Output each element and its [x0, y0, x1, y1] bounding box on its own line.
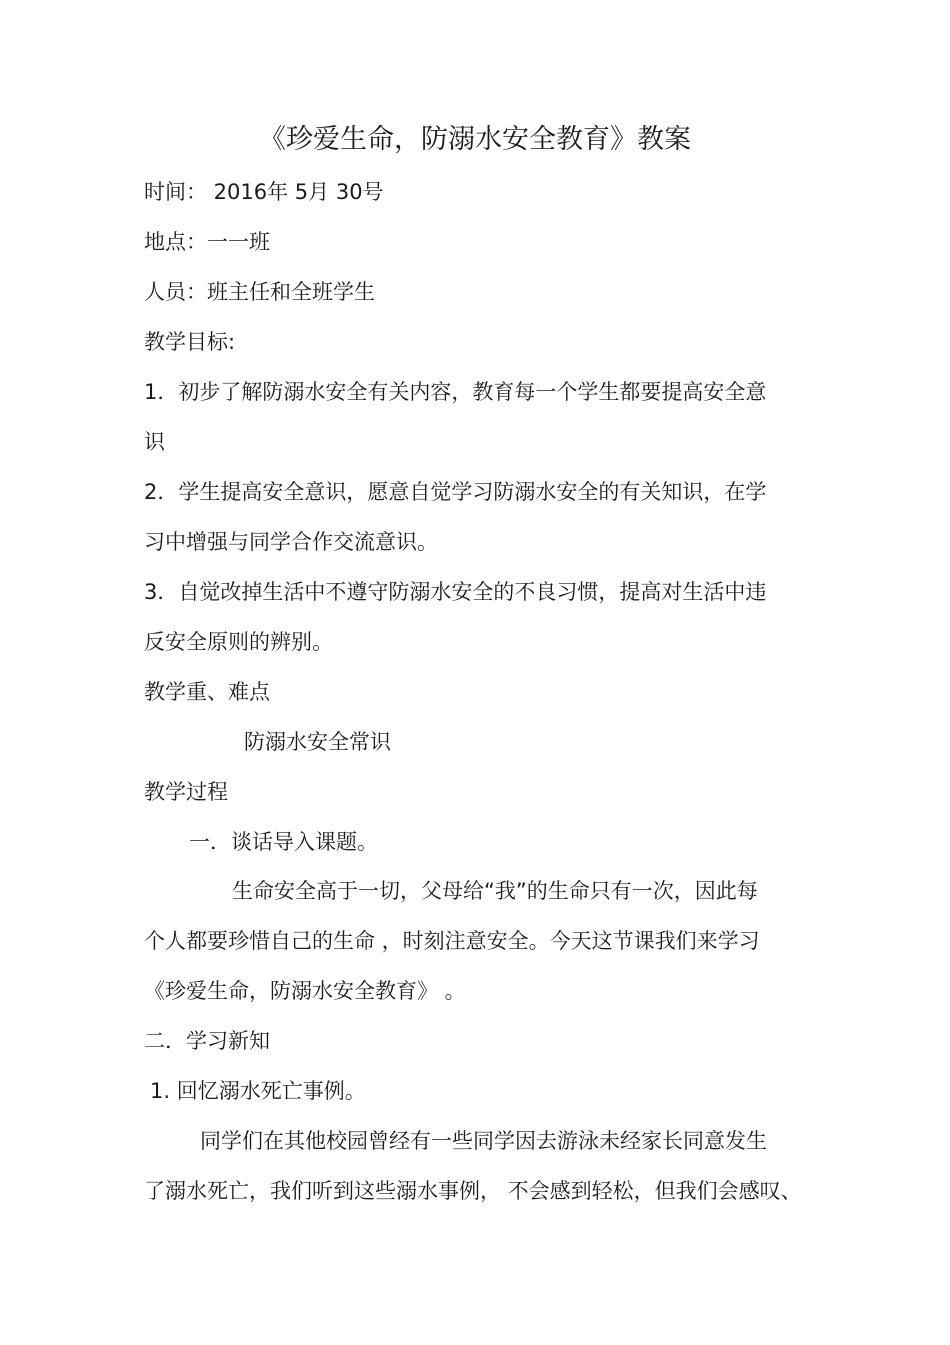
paragraph-1-line-b: 个人都要珍惜自己的生命 ，时刻注意安全。今天这节课我们来学习 — [144, 929, 760, 953]
section-1-heading: 一．谈话导入课题。 — [189, 830, 378, 854]
section-2-item-1: 1. 回忆溺水死亡事例。 — [150, 1079, 366, 1103]
place-line: 地点：一一班 — [144, 230, 270, 254]
section-2-heading: 二．学习新知 — [144, 1029, 270, 1053]
goal-1-line-a: 1．初步了解防溺水安全有关内容，教育每一个学生都要提高安全意 — [144, 380, 767, 404]
people-line: 人员：班主任和全班学生 — [144, 280, 375, 304]
paragraph-2-line-a: 同学们在其他校园曾经有一些同学因去游泳未经家长同意发生 — [200, 1129, 767, 1153]
time-line: 时间： 2016年 5月 30号 — [144, 180, 384, 204]
goal-3-line-b: 反安全原则的辨别。 — [144, 630, 333, 654]
process-heading: 教学过程 — [144, 780, 228, 804]
goals-heading: 教学目标: — [144, 330, 236, 354]
goal-3-line-a: 3．自觉改掉生活中不遵守防溺水安全的不良习惯，提高对生活中违 — [144, 580, 767, 604]
paragraph-1-line-c: 《珍爱生命，防溺水安全教育》 。 — [144, 979, 466, 1003]
key-points-heading: 教学重、难点 — [144, 680, 270, 704]
paragraph-1-line-a: 生命安全高于一切，父母给“我”的生命只有一次，因此每 — [232, 879, 758, 903]
paragraph-2-line-b: 了溺水死亡，我们听到这些溺水事例， 不会感到轻松，但我们会感叹、 — [144, 1179, 802, 1203]
goal-2-line-a: 2．学生提高安全意识，愿意自觉学习防溺水安全的有关知识，在学 — [144, 480, 767, 504]
key-points-content: 防溺水安全常识 — [244, 730, 391, 754]
goal-2-line-b: 习中增强与同学合作交流意识。 — [144, 530, 438, 554]
goal-1-line-b: 识 — [144, 430, 165, 454]
document-title: 《珍爱生命，防溺水安全教育》教案 — [259, 124, 691, 155]
